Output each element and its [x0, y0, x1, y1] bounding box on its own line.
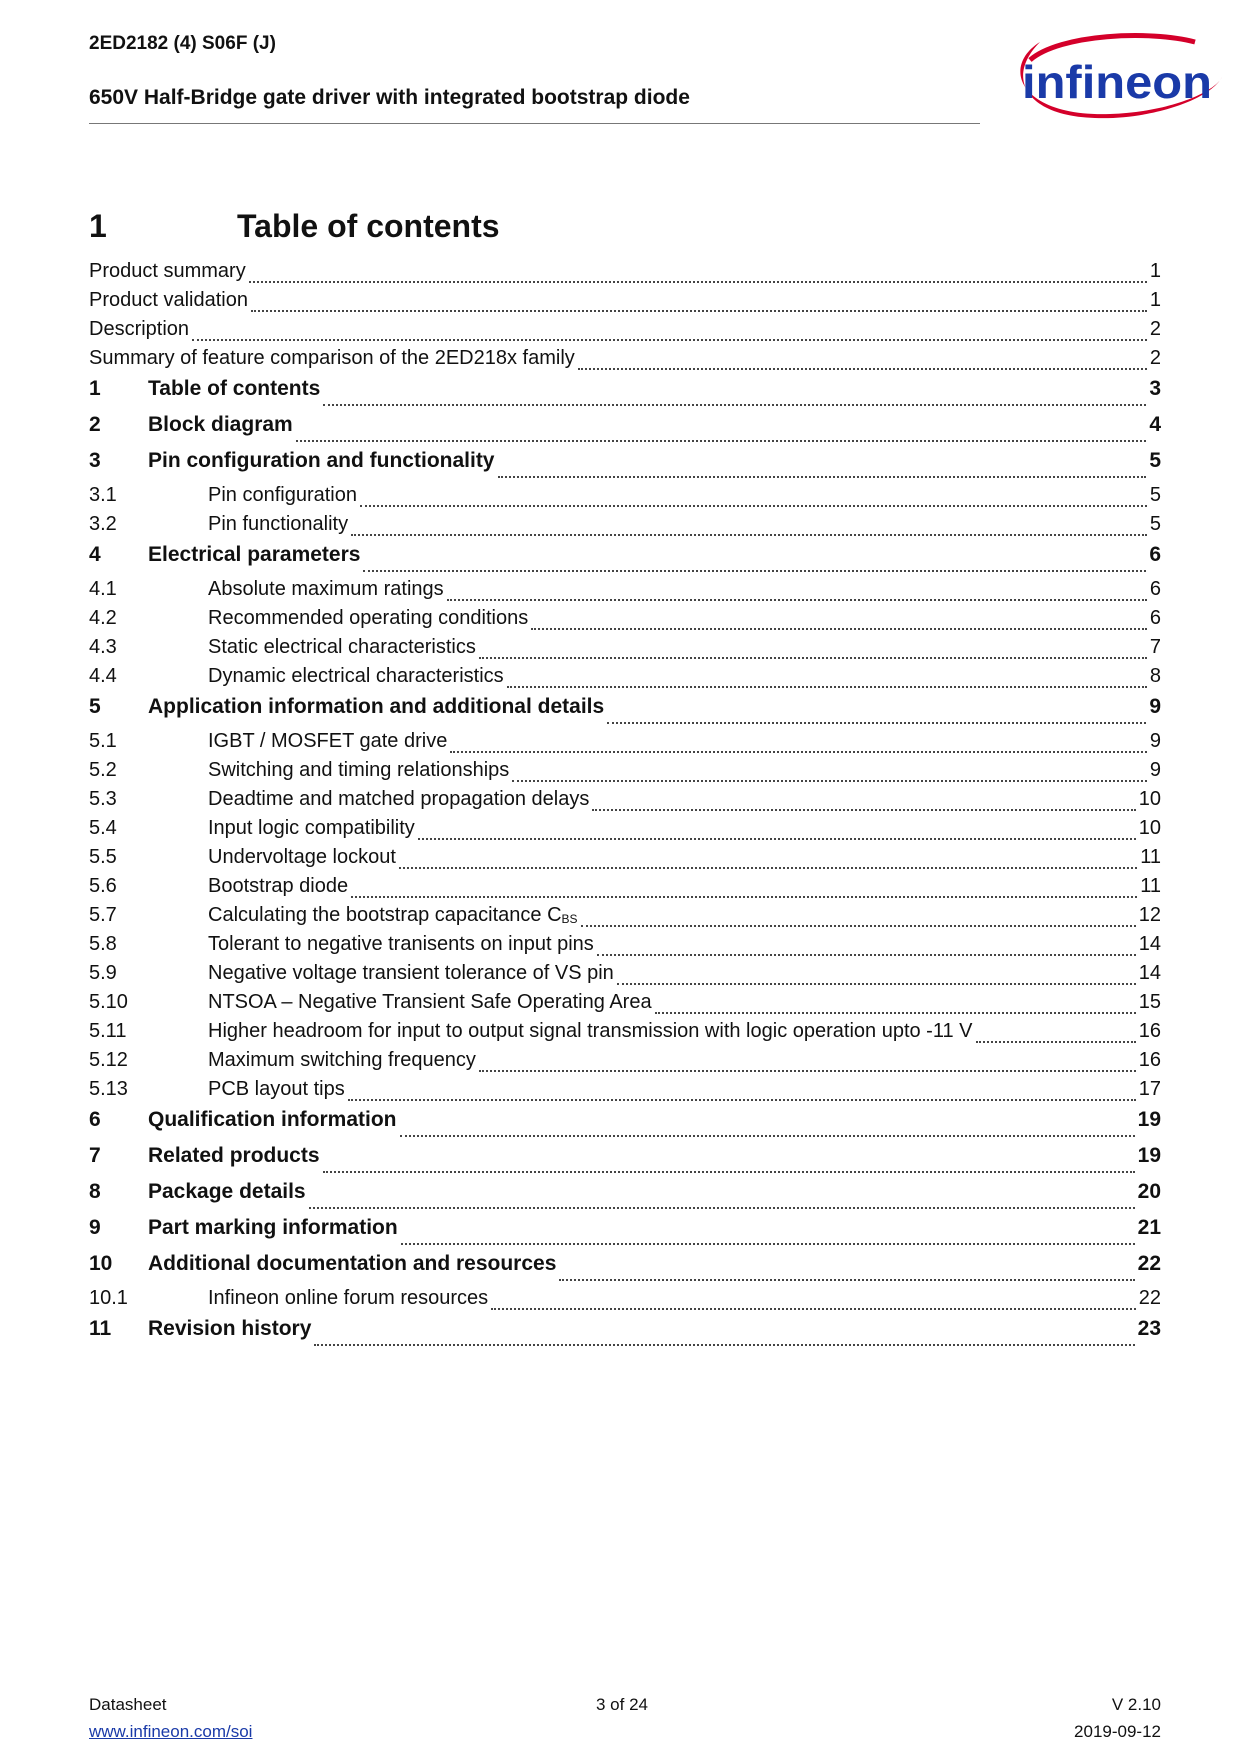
toc-dot-leader	[360, 504, 1147, 507]
toc-entry-label-text: NTSOA – Negative Transient Safe Operating Area	[208, 991, 652, 1013]
toc-dot-leader	[251, 309, 1147, 312]
toc-entry-page: 21	[1137, 1216, 1161, 1239]
toc-entry-label	[148, 543, 360, 567]
toc-entry-page: 10	[1138, 788, 1161, 810]
toc-entry-label	[89, 347, 575, 370]
toc-entry-page: 6	[1149, 543, 1161, 566]
toc-subsection-entry[interactable]	[89, 665, 1161, 694]
toc-entry-label	[148, 449, 495, 473]
toc-dot-leader	[418, 837, 1136, 840]
toc-dot-leader	[617, 982, 1136, 985]
toc-entry-page: 6	[1149, 578, 1161, 600]
toc-entry-label-text: Qualification information	[148, 1108, 397, 1131]
toc-entry-label-text: Tolerant to negative tranisents on input pins	[208, 933, 594, 955]
toc-section-entry[interactable]	[89, 1107, 1161, 1143]
toc-entry-label-text: Summary of feature comparison of the 2ED218x family	[89, 347, 575, 369]
toc-subsection-entry[interactable]	[89, 817, 1161, 846]
toc-entry-label	[148, 695, 604, 719]
toc-entry-label-text: Infineon online forum resources	[208, 1287, 489, 1309]
toc-entry-page: 16	[1138, 1049, 1161, 1071]
toc-entry-number: 5	[89, 695, 101, 718]
toc-entry-label-text: Related products	[148, 1144, 320, 1167]
toc-section-entry[interactable]	[89, 1251, 1161, 1287]
toc-entry-label	[208, 962, 614, 985]
toc-entry-number: 8	[89, 1180, 101, 1203]
toc-entry-page: 1	[1149, 289, 1161, 311]
toc-entry-number: 3	[89, 449, 101, 472]
toc-entry-page: 20	[1137, 1180, 1161, 1203]
toc-entry-page: 14	[1138, 933, 1161, 955]
toc-subsection-entry[interactable]	[89, 1078, 1161, 1107]
toc-dot-leader	[498, 475, 1147, 478]
toc-entry-label-text: Higher headroom for input to output signal transmission with logic operation upto -11 V	[208, 1020, 973, 1042]
toc-heading-number: 1	[89, 208, 107, 244]
toc-dot-leader	[450, 750, 1147, 753]
toc-entry-page: 17	[1138, 1078, 1161, 1100]
toc-entry-label	[148, 1252, 556, 1276]
toc-subsection-entry[interactable]	[89, 759, 1161, 788]
infineon-logo	[1000, 22, 1225, 127]
toc-entry-number: 11	[89, 1317, 112, 1340]
toc-entry-number: 5.13	[89, 1078, 128, 1100]
toc-dot-leader	[323, 403, 1146, 406]
toc-entry-number: 5.4	[89, 817, 117, 839]
toc-dot-leader	[296, 439, 1147, 442]
toc-entry-page: 9	[1149, 759, 1161, 781]
toc-dot-leader	[607, 721, 1146, 724]
toc-dot-leader	[363, 569, 1146, 572]
toc-entry-label	[148, 1108, 397, 1132]
toc-entry-number: 5.5	[89, 846, 117, 868]
toc-subsection-entry[interactable]	[89, 1287, 1161, 1316]
toc-entry-label	[208, 1020, 973, 1043]
toc-entry-label	[208, 665, 504, 688]
toc-section-entry[interactable]	[89, 376, 1161, 412]
toc-entry-label-text: Product summary	[89, 260, 246, 282]
toc-entry-label	[89, 260, 246, 283]
toc-entry-page: 11	[1140, 846, 1161, 868]
toc-entry-number: 5.10	[89, 991, 128, 1013]
toc-section-entry[interactable]	[89, 1179, 1161, 1215]
toc-entry-label-text: Additional documentation and resources	[148, 1252, 557, 1275]
toc-entry-number: 3.2	[89, 513, 117, 535]
toc-entry-page: 5	[1149, 449, 1161, 472]
toc-dot-leader	[249, 280, 1147, 283]
toc-entry-page: 16	[1138, 1020, 1161, 1042]
toc-dot-leader	[512, 779, 1147, 782]
toc-front-entry[interactable]	[89, 347, 1161, 376]
toc-entry-label	[208, 933, 594, 956]
toc-entry-number: 5.11	[89, 1020, 127, 1042]
toc-entry-label-text: Recommended operating conditions	[208, 607, 529, 629]
toc-dot-leader	[479, 1069, 1136, 1072]
toc-subsection-entry[interactable]	[89, 788, 1161, 817]
toc-entry-label-text: Package details	[148, 1180, 306, 1203]
toc-entry-page: 22	[1137, 1252, 1161, 1275]
toc-subsection-entry[interactable]	[89, 875, 1161, 904]
toc-entry-page: 8	[1149, 665, 1161, 687]
toc-dot-leader	[559, 1278, 1134, 1281]
toc-entry-page: 11	[1140, 875, 1161, 897]
toc-entry-label-text: Static electrical characteristics	[208, 636, 476, 658]
toc-section-entry[interactable]	[89, 694, 1161, 730]
toc-entry-label	[208, 607, 528, 630]
toc-entry-label-text: Table of contents	[148, 377, 321, 400]
toc-entry-label-text: Input logic compatibility	[208, 817, 415, 839]
toc-entry-label	[208, 875, 348, 898]
toc-dot-leader	[491, 1307, 1136, 1310]
toc-dot-leader	[581, 924, 1136, 927]
toc-entry-label-text: Pin functionality	[208, 513, 349, 535]
header-subtitle: 650V Half-Bridge gate driver with integrated bootstrap diode	[89, 86, 690, 109]
toc-entry-label	[208, 1287, 488, 1310]
toc-entry-label	[208, 759, 509, 782]
header-part-number: 2ED2182 (4) S06F (J)	[89, 33, 276, 54]
toc-entry-page: 19	[1137, 1108, 1161, 1131]
toc-entry-label-subscript: BS	[561, 912, 578, 926]
toc-subsection-entry[interactable]	[89, 484, 1161, 513]
toc-dot-leader	[401, 1242, 1135, 1245]
toc-entry-label-text: Deadtime and matched propagation delays	[208, 788, 590, 810]
toc-entry-number: 5.9	[89, 962, 117, 984]
toc-entry-page: 4	[1149, 413, 1161, 436]
toc-entry-label	[148, 1216, 398, 1240]
toc-entry-label-text: Part marking information	[148, 1216, 398, 1239]
toc-subsection-entry[interactable]	[89, 846, 1161, 875]
toc-section-entry[interactable]	[89, 1143, 1161, 1179]
toc-entry-label-text: IGBT / MOSFET gate drive	[208, 730, 448, 752]
toc-entry-number: 4.4	[89, 665, 117, 687]
toc-heading-title: Table of contents	[237, 208, 500, 244]
toc-dot-leader	[309, 1206, 1135, 1209]
toc-entry-page: 12	[1138, 904, 1161, 926]
toc-entry-label	[148, 377, 320, 401]
toc-subsection-entry[interactable]	[89, 1049, 1161, 1078]
toc-section-entry[interactable]	[89, 1316, 1161, 1352]
toc-entry-number: 7	[89, 1144, 101, 1167]
toc-entry-label	[208, 578, 444, 601]
toc-entry-page: 15	[1138, 991, 1161, 1013]
toc-entry-label-text: Application information and additional details	[148, 695, 605, 718]
toc-dot-leader	[314, 1343, 1134, 1346]
toc-entry-label	[208, 817, 415, 840]
toc-entry-page: 3	[1149, 377, 1161, 400]
logo-wordmark: infineon	[1022, 56, 1212, 108]
toc-dot-leader	[531, 627, 1147, 630]
toc-section-entry[interactable]	[89, 1215, 1161, 1251]
header-rule	[89, 123, 980, 124]
toc-entry-page: 2	[1149, 318, 1161, 340]
toc-entry-number: 5.7	[89, 904, 117, 926]
toc-entry-label	[89, 289, 248, 312]
toc-subsection-entry[interactable]	[89, 962, 1161, 991]
toc-entry-label	[208, 1049, 476, 1072]
toc-entry-page: 7	[1149, 636, 1161, 658]
toc-entry-label	[208, 1078, 345, 1101]
toc-entry-label-text: Calculating the bootstrap capacitance C	[208, 904, 562, 926]
toc-entry-label-text: Block diagram	[148, 413, 293, 436]
toc-entry-number: 10.1	[89, 1287, 128, 1309]
toc-entry-number: 5.2	[89, 759, 117, 781]
toc-dot-leader	[351, 895, 1137, 898]
toc-entry-page: 5	[1149, 484, 1161, 506]
toc-entry-label-text: Electrical parameters	[148, 543, 361, 566]
toc-entry-number: 1	[89, 377, 101, 400]
toc-entry-label	[208, 846, 396, 869]
toc-subsection-entry[interactable]	[89, 991, 1161, 1020]
toc-entry-number: 4.3	[89, 636, 117, 658]
toc-entry-page: 22	[1138, 1287, 1161, 1309]
toc-entry-label	[148, 413, 293, 437]
toc-subsection-entry[interactable]	[89, 904, 1161, 933]
toc-entry-number: 2	[89, 413, 101, 436]
toc-entry-label-text: Description	[89, 318, 190, 340]
toc-dot-leader	[976, 1040, 1136, 1043]
footer-date: 2019-09-12	[1074, 1722, 1161, 1741]
toc-entry-page: 10	[1138, 817, 1161, 839]
toc-entry-number: 3.1	[89, 484, 117, 506]
toc-entry-page: 9	[1149, 695, 1161, 718]
footer-version: V 2.10	[1111, 1695, 1161, 1714]
toc-dot-leader	[597, 953, 1136, 956]
toc-entry-page: 5	[1149, 513, 1161, 535]
toc-entry-label-text: Revision history	[148, 1317, 312, 1340]
toc-entry-number: 5.12	[89, 1049, 128, 1071]
toc-entry-number: 5.6	[89, 875, 117, 897]
toc-subsection-entry[interactable]	[89, 607, 1161, 636]
toc-entry-page: 2	[1149, 347, 1161, 369]
toc-entry-number: 4.1	[89, 578, 117, 600]
toc-entry-label-text: Dynamic electrical characteristics	[208, 665, 504, 687]
footer-doc-type: Datasheet	[89, 1695, 167, 1714]
toc-front-entry[interactable]	[89, 289, 1161, 318]
toc-entry-label	[148, 1180, 306, 1204]
toc-entry-label-text: Maximum switching frequency	[208, 1049, 476, 1071]
toc-entry-label-text: PCB layout tips	[208, 1078, 345, 1100]
toc-dot-leader	[351, 533, 1147, 536]
table-of-contents	[89, 260, 1161, 1352]
toc-dot-leader	[592, 808, 1135, 811]
toc-entry-label	[208, 513, 348, 536]
toc-entry-number: 10	[89, 1252, 113, 1275]
toc-entry-number: 4.2	[89, 607, 117, 629]
toc-front-entry[interactable]	[89, 318, 1161, 347]
toc-entry-page: 6	[1149, 607, 1161, 629]
toc-entry-page: 19	[1137, 1144, 1161, 1167]
toc-section-entry[interactable]	[89, 448, 1161, 484]
toc-entry-label-text: Bootstrap diode	[208, 875, 349, 897]
toc-entry-page: 23	[1137, 1317, 1161, 1340]
toc-entry-label-text: Pin configuration and functionality	[148, 449, 495, 472]
toc-entry-page: 9	[1149, 730, 1161, 752]
toc-entry-number: 9	[89, 1216, 101, 1239]
toc-dot-leader	[348, 1098, 1136, 1101]
toc-subsection-entry[interactable]	[89, 933, 1161, 962]
toc-section-entry[interactable]	[89, 542, 1161, 578]
toc-entry-label-text: Absolute maximum ratings	[208, 578, 444, 600]
toc-entry-label-text: Product validation	[89, 289, 248, 311]
toc-entry-number: 5.8	[89, 933, 117, 955]
toc-front-entry[interactable]	[89, 260, 1161, 289]
toc-entry-label	[148, 1144, 320, 1168]
toc-entry-label	[208, 484, 357, 507]
toc-dot-leader	[447, 598, 1147, 601]
toc-entry-label	[208, 730, 447, 753]
toc-entry-label	[89, 318, 189, 341]
toc-entry-page: 14	[1138, 962, 1161, 984]
toc-subsection-entry[interactable]	[89, 1020, 1161, 1049]
toc-entry-page: 1	[1149, 260, 1161, 282]
toc-entry-label-text: Pin configuration	[208, 484, 357, 506]
toc-entry-number: 5.1	[89, 730, 117, 752]
toc-entry-number: 6	[89, 1108, 101, 1131]
toc-entry-number: 5.3	[89, 788, 117, 810]
toc-entry-label	[208, 991, 652, 1014]
toc-dot-leader	[507, 685, 1147, 688]
toc-entry-number: 4	[89, 543, 101, 566]
footer-page-indicator: 3 of 24	[596, 1695, 648, 1714]
toc-subsection-entry[interactable]	[89, 578, 1161, 607]
footer-url-link[interactable]: www.infineon.com/soi	[89, 1722, 253, 1741]
toc-dot-leader	[399, 866, 1137, 869]
toc-subsection-entry[interactable]	[89, 730, 1161, 759]
toc-subsection-entry[interactable]	[89, 513, 1161, 542]
toc-section-entry[interactable]	[89, 412, 1161, 448]
toc-entry-label	[208, 636, 476, 659]
toc-dot-leader	[400, 1134, 1135, 1137]
toc-dot-leader	[323, 1170, 1135, 1173]
toc-entry-label	[148, 1317, 311, 1341]
toc-entry-label	[208, 904, 578, 927]
toc-entry-label-text: Switching and timing relationships	[208, 759, 510, 781]
toc-dot-leader	[578, 367, 1147, 370]
toc-entry-label	[208, 788, 589, 811]
toc-dot-leader	[479, 656, 1147, 659]
toc-dot-leader	[192, 338, 1147, 341]
toc-dot-leader	[655, 1011, 1136, 1014]
toc-entry-label-text: Negative voltage transient tolerance of VS pin	[208, 962, 614, 984]
toc-entry-label-text: Undervoltage lockout	[208, 846, 396, 868]
toc-subsection-entry[interactable]	[89, 636, 1161, 665]
